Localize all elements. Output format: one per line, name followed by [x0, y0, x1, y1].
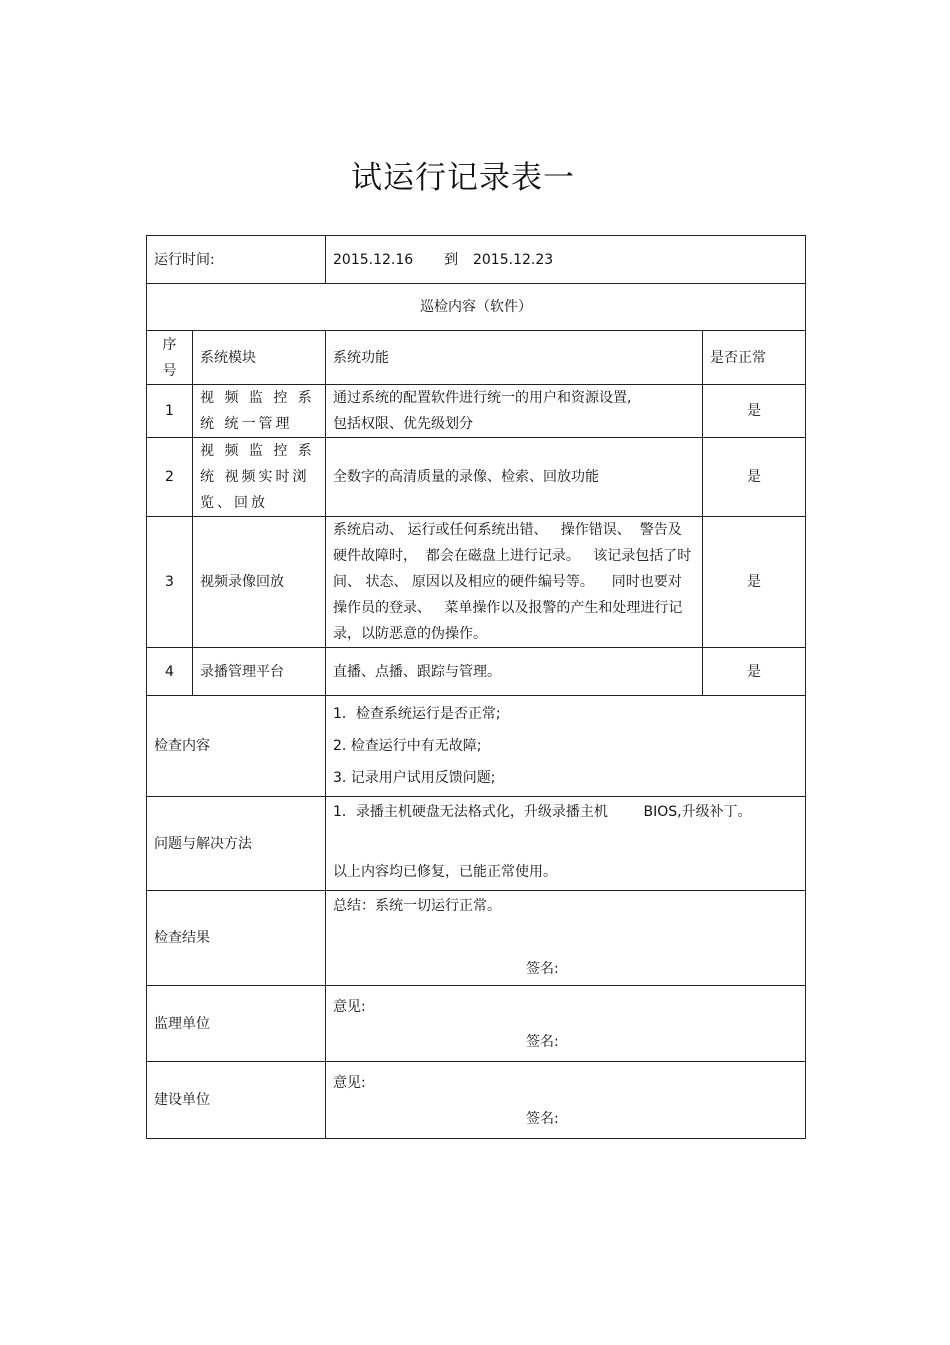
table-row [147, 648, 806, 696]
header-normal: 是否正常 [703, 331, 806, 385]
result-label: 检查结果 [147, 891, 326, 986]
row-function: 系统启动、 运行或任何系统出错、 操作错误、 警告及硬件故障时， 都会在磁盘上进行记录。 该记录包括了时间、 状态、 原因以及相应的硬件编号等。 同时也要对操作员的登录、 菜单操作以及报警的产生和处理进行记录，以防恶意的伪操作。 [326, 517, 703, 648]
issue-line: 1．录播主机硬盘无法格式化，升级录播主机 BIOS,升级补丁。 [333, 804, 752, 820]
check-item: 2. 检查运行中有无故障; [333, 738, 482, 754]
section-title-row [147, 284, 806, 331]
check-content-row [147, 696, 806, 797]
check-content-label: 检查内容 [147, 696, 326, 797]
run-time-end: 2015.12.23 [472, 251, 554, 268]
supervisor-label: 监理单位 [147, 986, 326, 1062]
result-signature: 签名: [526, 961, 559, 977]
header-no: 序号 [147, 331, 193, 385]
issues-row [147, 797, 806, 891]
row-number: 4 [147, 648, 193, 696]
run-time-range [326, 236, 806, 284]
row-function: 直播、点播、跟踪与管理。 [326, 648, 703, 696]
result-content [326, 891, 806, 986]
row-number: 1 [147, 385, 193, 438]
section-title: 巡检内容（软件） [147, 284, 806, 331]
row-module: 录播管理平台 [193, 648, 326, 696]
row-normal: 是 [703, 648, 806, 696]
supervisor-opinion: 意见: [333, 999, 366, 1015]
run-time-start: 2015.12.16 [333, 251, 414, 268]
document-title: 试运行记录表一 [351, 160, 575, 196]
row-number: 3 [147, 517, 193, 648]
row-module: 视频录像回放 [193, 517, 326, 648]
record-table [146, 235, 806, 1139]
check-item: 3. 记录用户试用反馈问题; [333, 770, 496, 786]
header-function: 系统功能 [326, 331, 703, 385]
row-module: 视 频 监 控 系 统 视频实时浏览、回放 [193, 438, 326, 517]
run-time-row [147, 236, 806, 284]
builder-opinion: 意见: [333, 1075, 366, 1091]
supervisor-row [147, 986, 806, 1062]
builder-signature: 签名: [526, 1111, 559, 1127]
row-normal: 是 [703, 517, 806, 648]
row-normal: 是 [703, 438, 806, 517]
run-time-to: 到 [444, 251, 459, 268]
run-time-label: 运行时间: [147, 236, 326, 284]
supervisor-content [326, 986, 806, 1062]
row-function: 通过系统的配置软件进行统一的用户和资源设置, 包括权限、优先级划分 [326, 385, 703, 438]
result-summary: 总结：系统一切运行正常。 [333, 898, 501, 914]
issue-resolution: 以上内容均已修复，已能正常使用。 [333, 864, 557, 880]
table-row [147, 438, 806, 517]
supervisor-signature: 签名: [526, 1034, 559, 1050]
header-module: 系统模块 [193, 331, 326, 385]
issues-content [326, 797, 806, 891]
table-row [147, 385, 806, 438]
check-content-list [326, 696, 806, 797]
check-item: 1．检查系统运行是否正常; [333, 706, 501, 722]
builder-label: 建设单位 [147, 1062, 326, 1139]
issues-label: 问题与解决方法 [147, 797, 326, 891]
row-module: 视 频 监 控 系 统 统一管理 [193, 385, 326, 438]
row-function: 全数字的高清质量的录像、检索、回放功能 [326, 438, 703, 517]
builder-content [326, 1062, 806, 1139]
table-header-row [147, 331, 806, 385]
builder-row [147, 1062, 806, 1139]
row-number: 2 [147, 438, 193, 517]
result-row [147, 891, 806, 986]
table-row [147, 517, 806, 648]
row-normal: 是 [703, 385, 806, 438]
